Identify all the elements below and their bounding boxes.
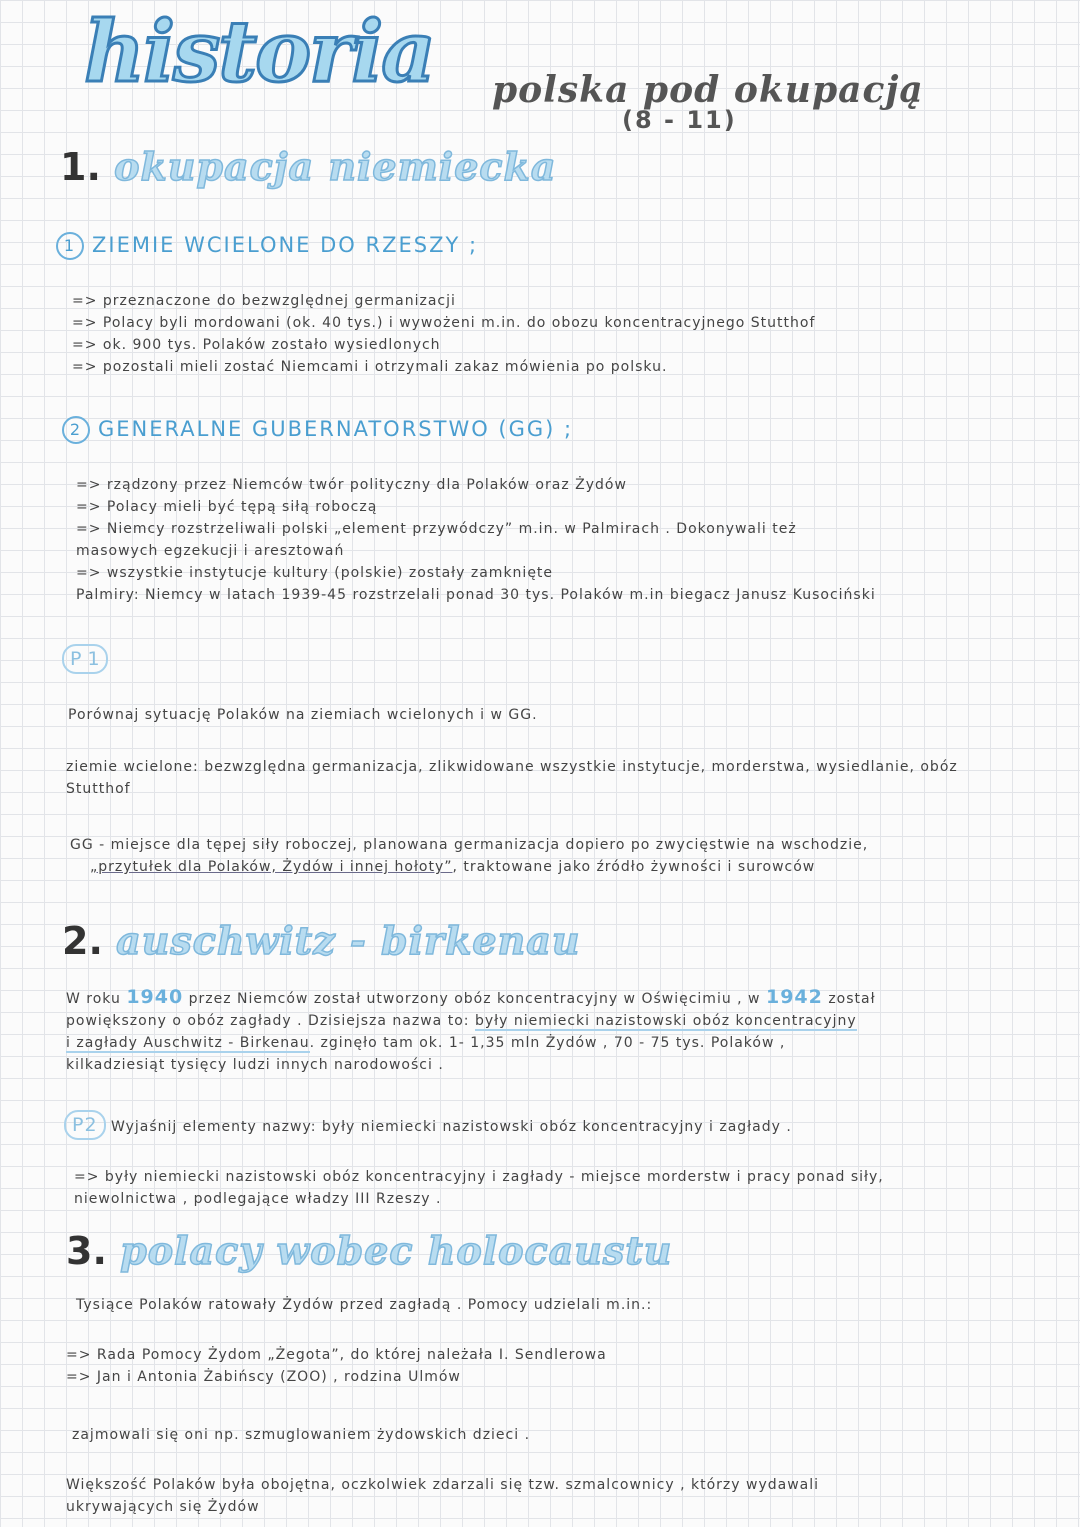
page-title: historia [84,2,434,101]
page-subtitle: polska pod okupacją [492,69,924,111]
list-item: => Polacy byli mordowani (ok. 40 tys.) i wywożeni m.in. do obozu koncentracyjnego Stutthof [72,315,816,331]
section-2-number: 2. [62,919,103,963]
list-item: => przeznaczone do bezwzględnej germanizacji [72,293,456,309]
part-2-title: GENERALNE GUBERNATORSTWO (GG) ; [98,417,574,441]
section-3-title: polacy wobec holocaustu [120,1228,673,1273]
section-1-heading [60,144,557,189]
number-badge: 2 [62,416,90,444]
lesson-range: (8 - 11) [622,106,737,134]
list-item: => Niemcy rozstrzeliwali polski „element przywódczy” m.in. w Palmirach . Dokonywali też [76,521,797,537]
section-2-heading [62,918,581,963]
list-item: => Jan i Antonia Żabińscy (ZOO) , rodzina Ulmów [66,1369,461,1385]
list-item: masowych egzekucji i aresztowań [76,543,345,559]
camp-name-underlined: były niemiecki nazistowski obóz koncentracyjny [474,1013,857,1029]
task-p2-badge: P2 [64,1110,106,1140]
task-p1-answer-2: GG - miejsce dla tępej siły roboczej, planowana germanizacja dopiero po zwycięstwie na wschodzie, „przytułek dla Polaków, Żydów i innej hołoty”, traktowane jako źródło żywności i surowców [70,837,869,875]
task-p1-question: Porównaj sytuację Polaków na ziemiach wcielonych i w GG. [68,707,538,723]
list-item: => wszystkie instytucje kultury (polskie) zostały zamknięte [76,565,554,581]
part-2-list [76,474,1036,606]
section-3-list [66,1344,1026,1388]
task-p1-answer-1: ziemie wcielone: bezwzględna germanizacja, zlikwidowane wszystkie instytucje, morderstwa, wysiedlanie, obóz Stutthof [66,759,958,797]
year-highlight: 1942 [765,986,823,1008]
part-1-heading [56,232,478,260]
section-3-note: zajmowali się oni np. szmuglowaniem żydowskich dzieci . [72,1427,531,1443]
section-1-number: 1. [60,145,101,189]
list-item: => ok. 900 tys. Polaków zostało wysiedlonych [72,337,441,353]
year-highlight: 1940 [126,986,184,1008]
list-item: => rządzony przez Niemców twór polityczny dla Polaków oraz Żydów [76,477,627,493]
task-p1-badge: P 1 [62,644,108,674]
section-3-heading [66,1228,673,1273]
list-item: Palmiry: Niemcy w latach 1939-45 rozstrzelali ponad 30 tys. Polaków m.in biegacz Janusz Kusociński [76,587,876,603]
section-1-title: okupacja niemiecka [114,144,557,189]
part-1-title: ZIEMIE WCIELONE DO RZESZY ; [92,233,479,257]
quote-underlined: „przytułek dla Polaków, Żydów i innej hołoty” [90,859,453,875]
task-p2 [64,1110,1044,1140]
section-3-intro: Tysiące Polaków ratowały Żydów przed zagładą . Pomocy udzielali m.in.: [76,1297,653,1313]
part-1-list [72,290,1032,378]
list-item: => pozostali mieli zostać Niemcami i otrzymali zakaz mówienia po polsku. [72,359,668,375]
camp-name-underlined: i zagłady Auschwitz - Birkenau [66,1035,310,1051]
section-3-closing: Większość Polaków była obojętna, oczkolwiek zdarzali się tzw. szmalcownicy , którzy wydawali ukrywających się Żydów [66,1477,820,1515]
task-p2-answer: => były niemiecki nazistowski obóz koncentracyjny i zagłady - miejsce morderstw i pracy ponad siły, niewolnictwa , podlegające władzy III Rzeszy . [74,1169,884,1207]
list-item: => Rada Pomocy Żydom „Żegota”, do której należała I. Sendlerowa [66,1347,607,1363]
list-item: => Polacy mieli być tępą siłą roboczą [76,499,378,515]
number-badge: 1 [56,232,84,260]
part-2-heading [62,416,573,444]
section-2-title: auschwitz - birkenau [116,918,581,963]
task-p2-question: Wyjaśnij elementy nazwy: były niemiecki nazistowski obóz koncentracyjny i zagłady . [111,1119,792,1135]
section-3-number: 3. [66,1229,107,1273]
section-2-body: W roku 1940 przez Niemców został utworzony obóz koncentracyjny w Oświęcimiu , w 1942 został powiększony o obóz zagłady . Dzisiejsza nazwa to: były niemiecki nazistowski obóz koncentracyjny i zagłady Auschwitz - Birkenau. zginęło tam ok. 1- 1,35 mln Żydów , 70 - 75 tys. Polaków , kilkadziesiąt tysięcy ludzi innych narodowości . [66,986,876,1073]
